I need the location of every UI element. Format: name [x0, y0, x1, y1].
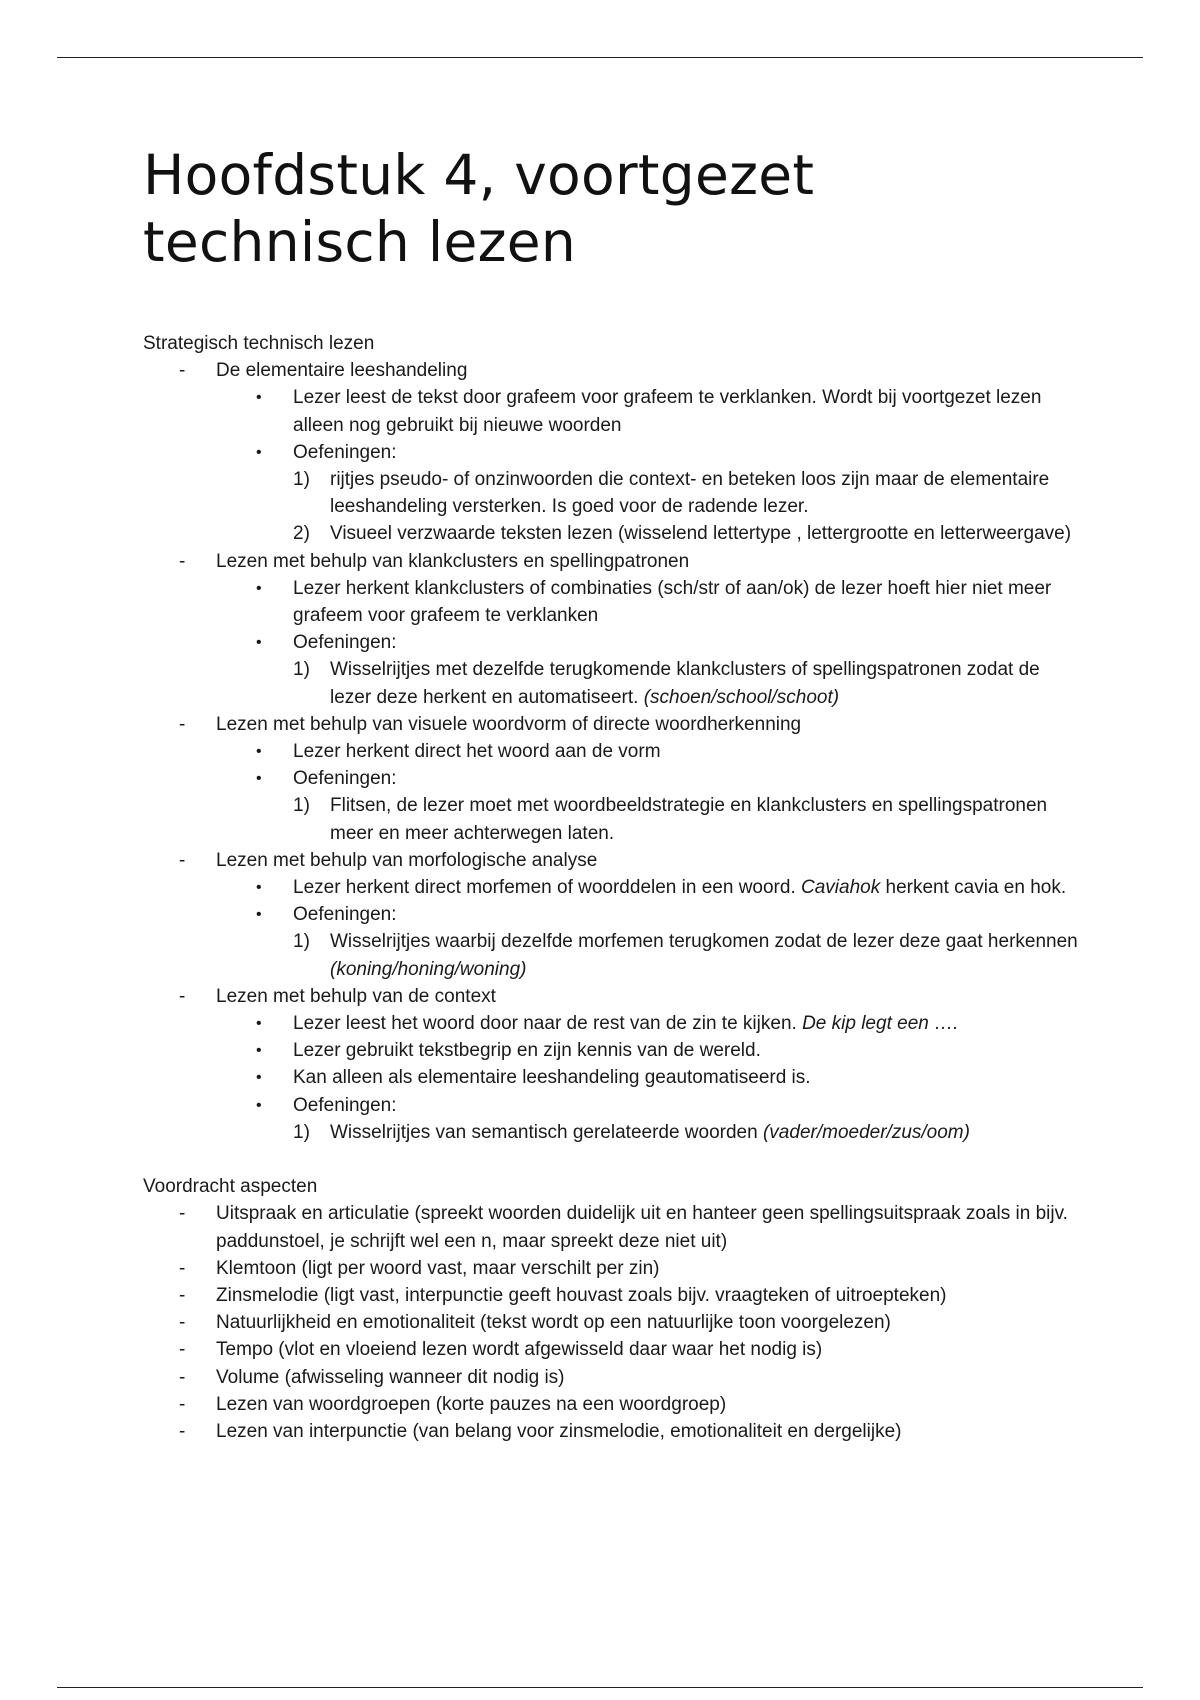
strategy-label: Lezen met behulp van visuele woordvorm of directe woordherkenning	[216, 713, 802, 735]
dash-marker: -	[179, 1203, 186, 1225]
bullet-item	[143, 901, 1083, 928]
number-marker: 1)	[293, 1121, 310, 1143]
bullet-marker: •	[256, 1069, 262, 1087]
page-title: Hoofdstuk 4, voortgezet technisch lezen	[143, 143, 815, 274]
strategy-list	[143, 357, 1083, 1146]
number-marker: 2)	[293, 523, 310, 545]
dash-marker: -	[179, 985, 186, 1007]
bullet-text: Lezer leest de tekst door grafeem voor grafeem te verklanken. Wordt bij voortgezet lezen alleen nog gebruikt bij nieuwe woorden	[293, 387, 1042, 436]
example-text: Caviahok	[801, 877, 881, 899]
aspect-text: Zinsmelodie (ligt vast, interpunctie geeft houvast zoals bijv. vraagteken of uitroepteken)	[216, 1284, 947, 1306]
section-heading: Voordracht aspecten	[143, 1176, 318, 1198]
strategy-label: Lezen met behulp van klankclusters en spellingpatronen	[216, 550, 690, 572]
header-rule	[57, 57, 1143, 58]
aspect-item	[143, 1255, 1083, 1282]
aspects-list	[143, 1200, 1083, 1445]
strategy-item	[143, 357, 1083, 384]
numbered-item	[143, 466, 1083, 520]
strategy-item	[143, 983, 1083, 1010]
strategy-item	[143, 847, 1083, 874]
bullet-item	[143, 384, 1083, 438]
numbered-item	[143, 520, 1083, 547]
aspect-item	[143, 1364, 1083, 1391]
bullet-text: Lezer herkent direct het woord aan de vorm	[293, 741, 661, 763]
numbered-item	[143, 656, 1083, 710]
bullet-text: Lezer leest het woord door naar de rest van de zin te kijken.	[293, 1013, 797, 1035]
bullet-marker: •	[256, 1096, 262, 1114]
numbered-text: Visueel verzwaarde teksten lezen (wisselend lettertype , lettergrootte en letterweergave)	[330, 523, 1072, 545]
number-marker: 1)	[293, 931, 310, 953]
footer-rule	[57, 1687, 1143, 1688]
aspect-item	[143, 1336, 1083, 1363]
bullet-marker: •	[256, 579, 262, 597]
bullet-text-rest: herkent cavia en hok.	[885, 877, 1067, 899]
strategy-label: Lezen met behulp van de context	[216, 985, 496, 1007]
dash-marker: -	[179, 1366, 186, 1388]
aspect-text: Tempo (vlot en vloeiend lezen wordt afgewisseld daar waar het nodig is)	[216, 1339, 823, 1361]
bullet-marker: •	[256, 770, 262, 788]
bullet-marker: •	[256, 389, 262, 407]
bullet-item	[143, 1010, 1083, 1037]
dash-marker: -	[179, 1257, 186, 1279]
numbered-item	[143, 1119, 1083, 1146]
bullet-marker: •	[256, 1015, 262, 1033]
dash-marker: -	[179, 1312, 186, 1334]
strategy-item	[143, 711, 1083, 738]
numbered-text: Wisselrijtjes waarbij dezelfde morfemen terugkomen zodat de lezer deze gaat herkennen	[330, 931, 1078, 953]
bullet-marker: •	[256, 634, 262, 652]
document-page	[143, 142, 1083, 1445]
bullet-marker: •	[256, 906, 262, 924]
bullet-item	[143, 629, 1083, 656]
number-marker: 1)	[293, 659, 310, 681]
bullet-item	[143, 765, 1083, 792]
strategy-label: De elementaire leeshandeling	[216, 360, 468, 382]
dash-marker: -	[179, 1420, 186, 1442]
numbered-text: rijtjes pseudo- of onzinwoorden die context- en beteken loos zijn maar de elementaire leeshandeling versterken. Is goed voor de radende lezer.	[330, 469, 1050, 518]
bullet-item	[143, 738, 1083, 765]
dash-marker: -	[179, 1284, 186, 1306]
numbered-item	[143, 928, 1083, 982]
aspect-text: Lezen van woordgroepen (korte pauzes na een woordgroep)	[216, 1393, 727, 1415]
section-voordracht	[143, 1173, 1083, 1445]
bullet-text: Lezer gebruikt tekstbegrip en zijn kennis van de wereld.	[293, 1040, 761, 1062]
number-marker: 1)	[293, 795, 310, 817]
dash-marker: -	[179, 360, 186, 382]
number-marker: 1)	[293, 469, 310, 491]
bullet-marker: •	[256, 443, 262, 461]
bullet-text: Oefeningen:	[293, 632, 397, 654]
aspect-item	[143, 1282, 1083, 1309]
dash-marker: -	[179, 713, 186, 735]
bullet-text: Lezer herkent klankclusters of combinaties (sch/str of aan/ok) de lezer hoeft hier niet meer grafeem voor grafeem te verklanken	[293, 577, 1052, 627]
numbered-text: Wisselrijtjes van semantisch gerelateerde woorden	[330, 1121, 758, 1143]
aspect-item	[143, 1309, 1083, 1336]
dash-marker: -	[179, 849, 186, 871]
numbered-text: Wisselrijtjes met dezelfde terugkomende klankclusters of spellingspatronen zodat de lezer deze herkent en automatiseert.	[330, 659, 1040, 708]
aspect-text: Klemtoon (ligt per woord vast, maar verschilt per zin)	[216, 1257, 660, 1279]
strategy-item	[143, 548, 1083, 575]
bullet-text: Kan alleen als elementaire leeshandeling geautomatiseerd is.	[293, 1067, 811, 1089]
aspect-text: Volume (afwisseling wanneer dit nodig is)	[216, 1366, 565, 1388]
aspect-item	[143, 1200, 1083, 1254]
bullet-text: Lezer herkent direct morfemen of woorddelen in een woord.	[293, 877, 796, 899]
bullet-item	[143, 1037, 1083, 1064]
numbered-text: Flitsen, de lezer moet met woordbeeldstrategie en klankclusters en spellingspatronen meer en meer achterwegen laten.	[330, 795, 1048, 844]
bullet-marker: •	[256, 1042, 262, 1060]
numbered-item	[143, 792, 1083, 846]
bullet-marker: •	[256, 743, 262, 761]
strategy-label: Lezen met behulp van morfologische analyse	[216, 849, 598, 871]
aspect-text: Natuurlijkheid en emotionaliteit (tekst wordt op een natuurlijke toon voorgelezen)	[216, 1312, 891, 1334]
dash-marker: -	[179, 1393, 186, 1415]
example-text: De kip legt een ….	[802, 1013, 959, 1035]
bullet-item	[143, 874, 1083, 901]
bullet-text: Oefeningen:	[293, 768, 397, 790]
aspect-item	[143, 1418, 1083, 1445]
bullet-item	[143, 1092, 1083, 1119]
aspect-item	[143, 1391, 1083, 1418]
bullet-marker: •	[256, 879, 262, 897]
example-text: (schoen/school/schoot)	[643, 686, 840, 708]
example-text: (vader/moeder/zus/oom)	[762, 1121, 970, 1143]
bullet-item	[143, 439, 1083, 466]
bullet-text: Oefeningen:	[293, 1094, 397, 1116]
dash-marker: -	[179, 550, 186, 572]
aspect-text: Uitspraak en articulatie (spreekt woorden duidelijk uit en hanteer geen spellingsuitspraak zoals in bijv. paddunstoel, je schrijft wel een n, maar spreekt deze niet uit)	[216, 1203, 1068, 1252]
bullet-item	[143, 1064, 1083, 1091]
section-strategisch	[143, 330, 1083, 1146]
aspect-text: Lezen van interpunctie (van belang voor zinsmelodie, emotionaliteit en dergelijke)	[216, 1420, 902, 1442]
bullet-text: Oefeningen:	[293, 904, 397, 926]
section-heading: Strategisch technisch lezen	[143, 333, 375, 354]
dash-marker: -	[179, 1339, 186, 1361]
example-text: (koning/honing/woning)	[330, 958, 527, 980]
bullet-item	[143, 575, 1083, 629]
bullet-text: Oefeningen:	[293, 441, 397, 463]
